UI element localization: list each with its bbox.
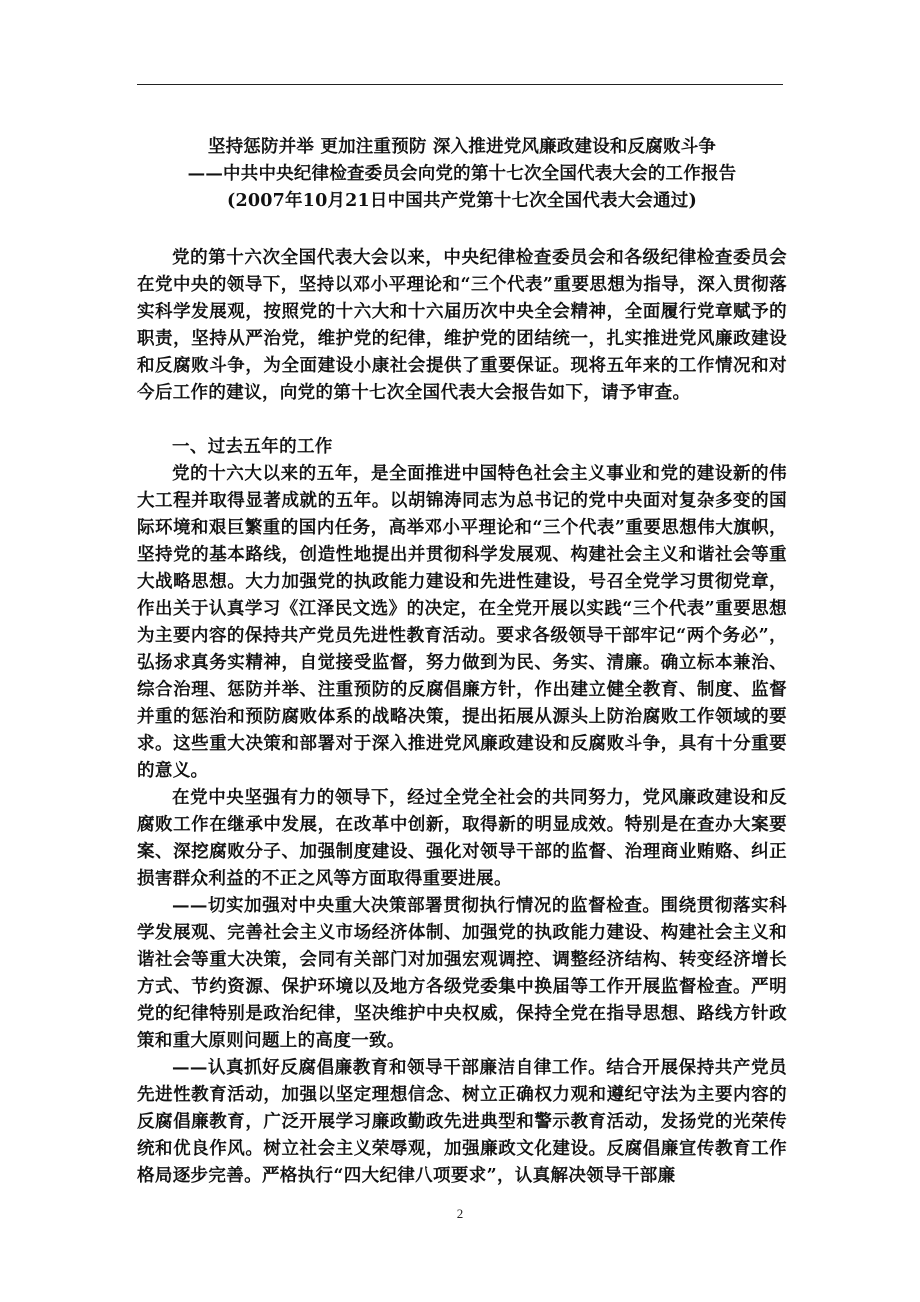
- page-number: 2: [456, 1206, 464, 1221]
- body-paragraph: ——认真抓好反腐倡廉教育和领导干部廉洁自律工作。结合开展保持共产党员先进性教育活动，加强以坚定理想信念、树立正确权力观和遵纪守法为主要内容的反腐倡廉教育，广泛开展学习廉政勤政先进典型和警示教育活动，发扬党的光荣传统和优良作风。树立社会主义荣辱观，加强廉政文化建设。反腐倡廉宣传教育工作格局逐步完善。严格执行“四大纪律八项要求”，认真解决领导干部廉: [137, 1058, 787, 1186]
- header-rule: [137, 84, 783, 85]
- document-subtitle: ——中共中央纪律检查委员会向党的第十七次全国代表大会的工作报告: [187, 164, 737, 184]
- document-date-note: (2007年10月21日中国共产党第十七次全国代表大会通过): [227, 191, 697, 211]
- body-paragraph: ——切实加强对中央重大决策部署贯彻执行情况的监督检查。围绕贯彻落实科学发展观、完善社会主义市场经济体制、加强党的执政能力建设、构建社会主义和谐社会等重大决策，会同有关部门对加强宏观调控、调整经济结构、转变经济增长方式、节约资源、保护环境以及地方各级党委集中换届等工作开展监督检查。严明党的纪律特别是政治纪律，坚决维护中央权威，保持全党在指导思想、路线方针政策和重大原则问题上的高度一致。: [137, 896, 787, 1051]
- body-paragraph: 在党中央坚强有力的领导下，经过全党全社会的共同努力，党风廉政建设和反腐败工作在继承中发展，在改革中创新，取得新的明显成效。特别是在查办大案要案、深挖腐败分子、加强制度建设、强化对领导干部的监督、治理商业贿赂、纠正损害群众利益的不正之风等方面取得重要进展。: [137, 788, 787, 889]
- document-body: [137, 134, 787, 1190]
- section-heading: 一、过去五年的工作: [172, 437, 333, 457]
- document-title-block: [137, 134, 787, 215]
- document-title: 坚持惩防并举 更加注重预防 深入推进党风廉政建设和反腐败斗争: [207, 137, 717, 157]
- body-paragraph: 党的十六大以来的五年，是全面推进中国特色社会主义事业和党的建设新的伟大工程并取得显著成就的五年。以胡锦涛同志为总书记的党中央面对复杂多变的国际环境和艰巨繁重的国内任务，高举邓小平理论和“三个代表”重要思想伟大旗帜，坚持党的基本路线，创造性地提出并贯彻科学发展观、构建社会主义和谐社会等重大战略思想。大力加强党的执政能力建设和先进性建设，号召全党学习贯彻党章，作出关于认真学习《江泽民文选》的决定，在全党开展以实践“三个代表”重要思想为主要内容的保持共产党员先进性教育活动。要求各级领导干部牢记“两个务必”，弘扬求真务实精神，自觉接受监督，努力做到为民、务实、清廉。确立标本兼治、综合治理、惩防并举、注重预防的反腐倡廉方针，作出建立健全教育、制度、监督并重的惩治和预防腐败体系的战略决策，提出拓展从源头上防治腐败工作领域的要求。这些重大决策和部署对于深入推进党风廉政建设和反腐败斗争，具有十分重要的意义。: [137, 464, 787, 781]
- paragraph-gap: [137, 407, 787, 434]
- report-text: [137, 245, 787, 1190]
- intro-paragraph: 党的第十六次全国代表大会以来，中央纪律检查委员会和各级纪律检查委员会在党中央的领导下，坚持以邓小平理论和“三个代表”重要思想为指导，深入贯彻落实科学发展观，按照党的十六大和十六届历次中央全会精神，全面履行党章赋予的职责，坚持从严治党，维护党的纪律，维护党的团结统一，扎实推进党风廉政建设和反腐败斗争，为全面建设小康社会提供了重要保证。现将五年来的工作情况和对今后工作的建议，向党的第十七次全国代表大会报告如下，请予审查。: [137, 248, 787, 403]
